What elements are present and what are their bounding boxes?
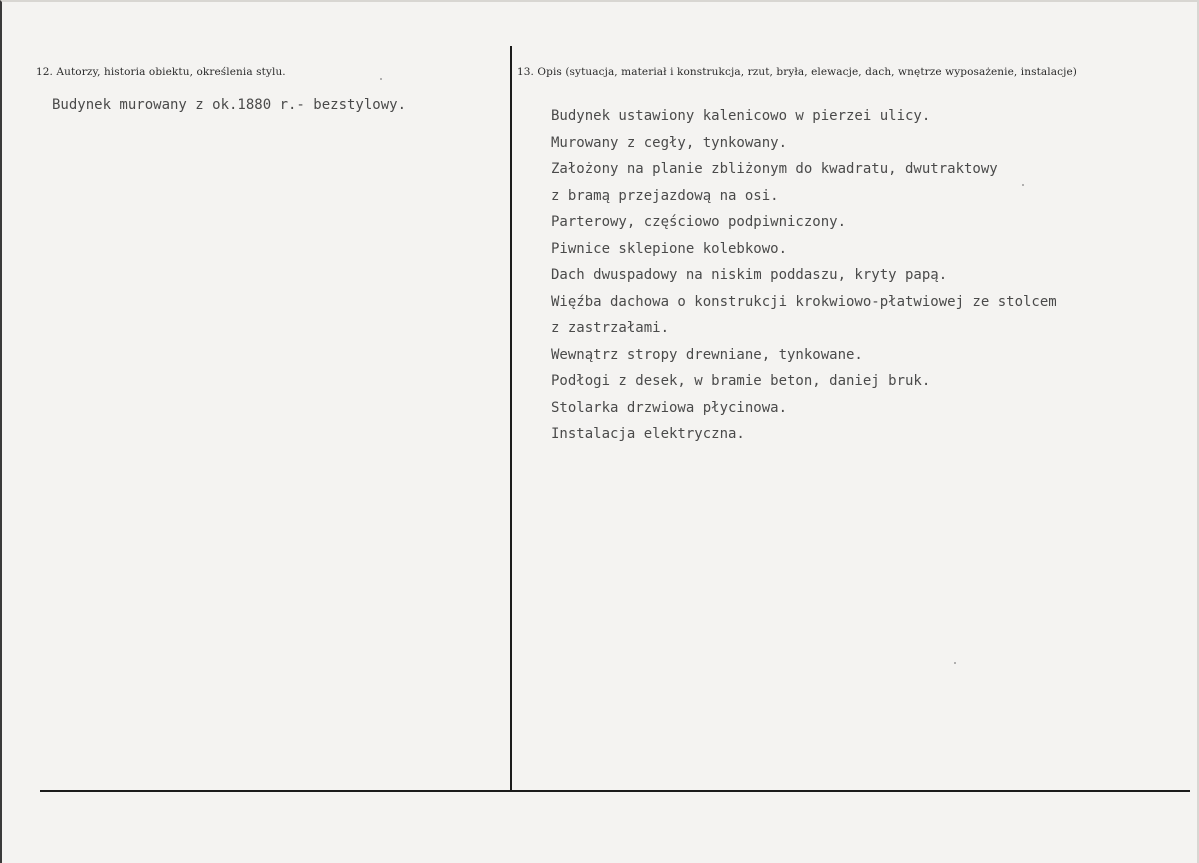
description-line: Piwnice sklepione kolebkowo. [551, 240, 788, 257]
description-line: Więźba dachowa o konstrukcji krokwiowo-płatwiowej ze stolcem [551, 293, 1057, 310]
description-line: z bramą przejazdową na osi. [551, 187, 779, 204]
section-13-label: 13. Opis (sytuacja, materiał i konstrukcja, rzut, bryła, elewacje, dach, wnętrze wyposażenie, instalacje) [517, 66, 1077, 78]
description-line: Wewnątrz stropy drewniane, tynkowane. [551, 346, 863, 363]
description-line: Dach dwuspadowy na niskim poddaszu, kryty papą. [551, 267, 948, 283]
section-12-text: Budynek murowany z ok.1880 r.- bezstylowy. [52, 97, 407, 113]
section-12-label: 12. Autorzy, historia obiektu, określenia stylu. [36, 66, 286, 78]
section-13-description [551, 106, 1057, 451]
paper-speck [954, 662, 956, 664]
description-line: z zastrzałami. [551, 320, 670, 336]
description-line: Budynek ustawiony kalenicowo w pierzei ulicy. [551, 108, 931, 124]
description-line: Założony na planie zbliżonym do kwadratu, dwutraktowy [551, 161, 998, 177]
paper-speck [1022, 184, 1024, 186]
description-line: Stolarka drzwiowa płycinowa. [551, 399, 788, 416]
paper-speck [380, 78, 382, 80]
bottom-rule [40, 790, 1190, 792]
description-line: Podłogi z desek, w bramie beton, daniej bruk. [551, 373, 931, 389]
description-line: Parterowy, częściowo podpiwniczony. [551, 214, 847, 230]
column-divider [510, 46, 512, 791]
description-line: Instalacja elektryczna. [551, 426, 745, 442]
description-line: Murowany z cegły, tynkowany. [551, 134, 788, 151]
